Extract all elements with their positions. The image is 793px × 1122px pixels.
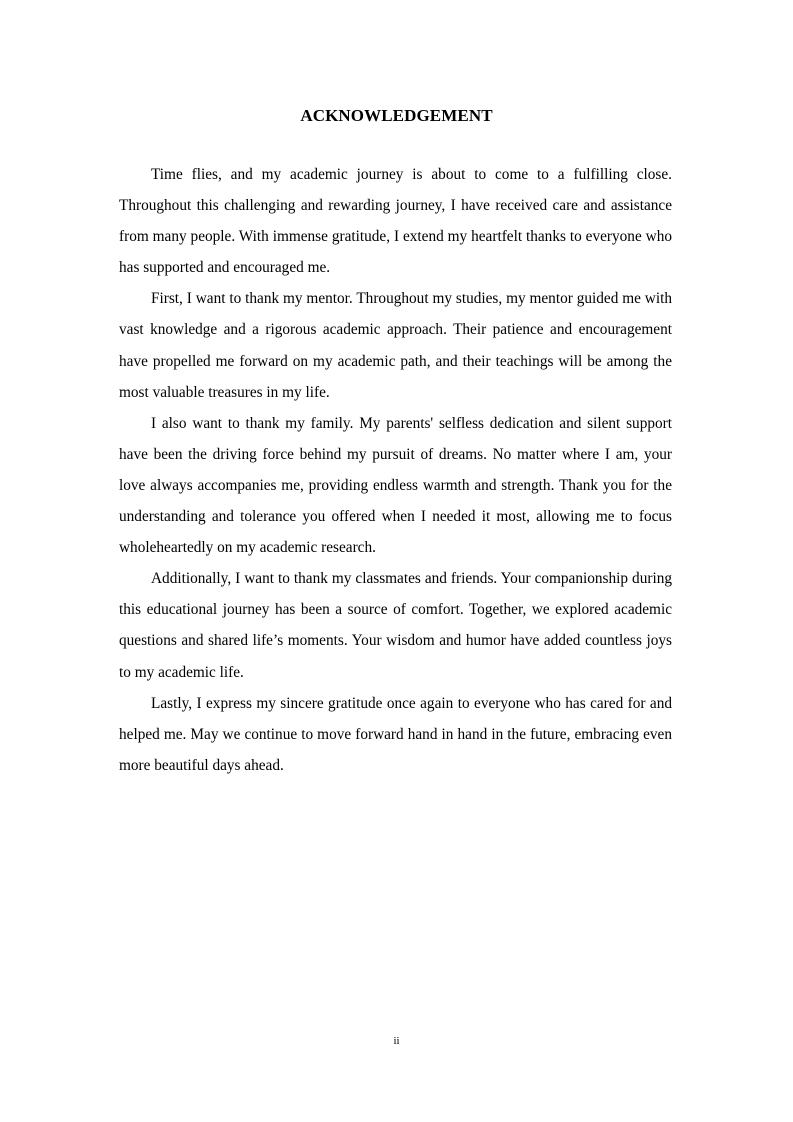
page-title: ACKNOWLEDGEMENT bbox=[300, 106, 493, 125]
page-number: ii bbox=[393, 1035, 400, 1047]
paragraph-family: I also want to thank my family. My parents' selfless dedication and silent support have been the driving force behind my pursuit of dreams. No matter where I am, your love always accompanies me, providing endless warmth and strength. Thank you for the understanding and tolerance you offered when I needed it most, allowing me to focus wholeheartedly on my academic research. bbox=[119, 414, 672, 557]
acknowledgement-body bbox=[119, 159, 672, 781]
paragraph-classmates: Additionally, I want to thank my classmates and friends. Your companionship during this educational journey has been a source of comfort. Together, we explored academic questions and shared life’s moments. Your wisdom and humor have added countless joys to my academic life. bbox=[119, 570, 672, 681]
paragraph-mentor: First, I want to thank my mentor. Throughout my studies, my mentor guided me with vast knowledge and a rigorous academic approach. Their patience and encouragement have propelled me forward on my academic path, and their teachings will be among the most valuable treasures in my life. bbox=[119, 290, 672, 401]
paragraph-time-flies: Time flies, and my academic journey is about to come to a fulfilling close. Throughout this challenging and rewarding journey, I have received care and assistance from many people. With immense gratitude, I extend my heartfelt thanks to everyone who has supported and encouraged me. bbox=[119, 166, 672, 277]
paragraph-closing: Lastly, I express my sincere gratitude once again to everyone who has cared for and helped me. May we continue to move forward hand in hand in the future, embracing even more beautiful days ahead. bbox=[119, 694, 672, 774]
